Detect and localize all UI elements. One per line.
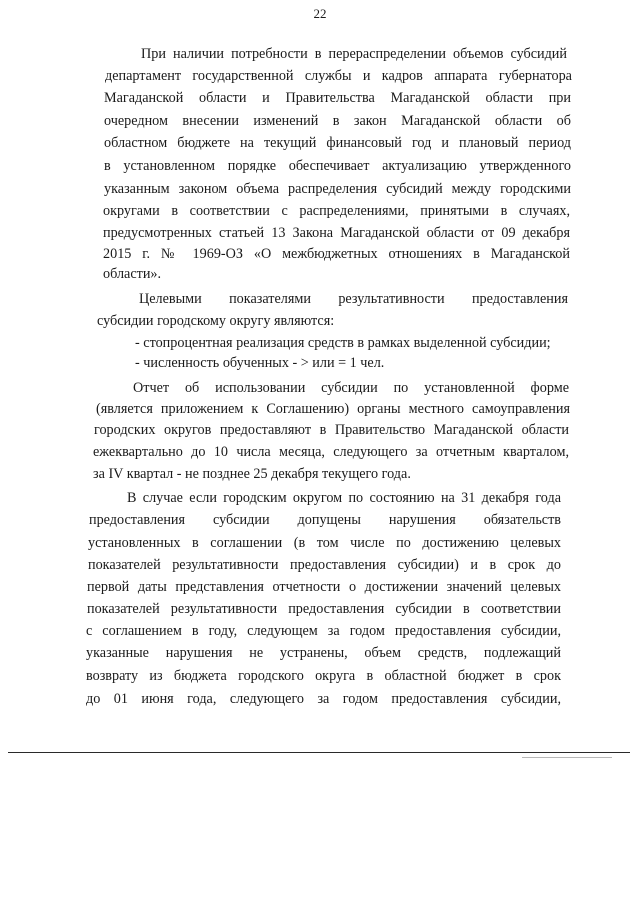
page-bottom-divider bbox=[8, 752, 630, 753]
text-line: показателей результативности предоставления субсидии в соответствии bbox=[87, 601, 561, 617]
text-line: области». bbox=[103, 266, 162, 282]
text-line: 2015 г. № 1969-ОЗ «О межбюджетных отношениях в Магаданской bbox=[103, 246, 570, 262]
text-line: установленных в соглашении (в том числе по достижению целевых bbox=[88, 535, 561, 551]
text-line: При наличии потребности в перераспределении объемов субсидий bbox=[141, 46, 567, 62]
page-number: 22 bbox=[313, 6, 327, 21]
text-line: возврату из бюджета городского округа в областной бюджет в срок bbox=[86, 668, 561, 684]
text-line: первой даты представления отчетности о достижении значений целевых bbox=[87, 579, 561, 595]
text-line: за IV квартал - не позднее 25 декабря текущего года. bbox=[93, 466, 411, 482]
text-line: (является приложением к Соглашению) органы местного самоуправления bbox=[96, 401, 570, 417]
list-item: - стопроцентная реализация средств в рамках выделенной субсидии; bbox=[135, 335, 551, 351]
text-line: предоставления субсидии допущены нарушения обязательств bbox=[89, 512, 561, 528]
text-line: с соглашением в году, следующем за годом предоставления субсидии, bbox=[86, 623, 561, 639]
text-line: департамент государственной службы и кадров аппарата губернатора bbox=[105, 68, 572, 84]
text-line: субсидии городскому округу являются: bbox=[97, 313, 335, 329]
text-line: показателей результативности предоставления субсидии) и в срок до bbox=[88, 557, 561, 573]
text-line: округами в соответствии с распределениями, принятыми в случаях, bbox=[103, 203, 570, 219]
text-line: областном бюджете на текущий финансовый год и плановый период bbox=[104, 135, 571, 151]
list-item: - численность обученных - > или = 1 чел. bbox=[135, 355, 385, 371]
text-line: В случае если городским округом по состоянию на 31 декабря года bbox=[127, 490, 561, 506]
text-line: указанным законом объема распределения субсидий между городскими bbox=[104, 181, 571, 197]
text-line: городских округов предоставляют в Правительство Магаданской области bbox=[94, 422, 569, 438]
text-line: Магаданской области и Правительства Магаданской области при bbox=[104, 90, 571, 106]
text-line: Целевыми показателями результативности предоставления bbox=[139, 291, 568, 307]
text-line: Отчет об использовании субсидии по установленной форме bbox=[133, 380, 569, 396]
text-line: предусмотренных статьей 13 Закона Магаданской области от 09 декабря bbox=[103, 225, 570, 241]
text-line: ежеквартально до 10 числа месяца, следующего за отчетным кварталом, bbox=[93, 444, 569, 460]
text-line: очередном внесении изменений в закон Магаданской области об bbox=[104, 113, 571, 129]
text-line: указанные нарушения не устранены, объем средств, подлежащий bbox=[86, 645, 561, 661]
page-bottom-divider-faint bbox=[522, 757, 612, 758]
text-line: до 01 июня года, следующего за годом предоставления субсидии, bbox=[86, 691, 561, 707]
text-line: в установленном порядке обеспечивает актуализацию утвержденного bbox=[104, 158, 571, 174]
